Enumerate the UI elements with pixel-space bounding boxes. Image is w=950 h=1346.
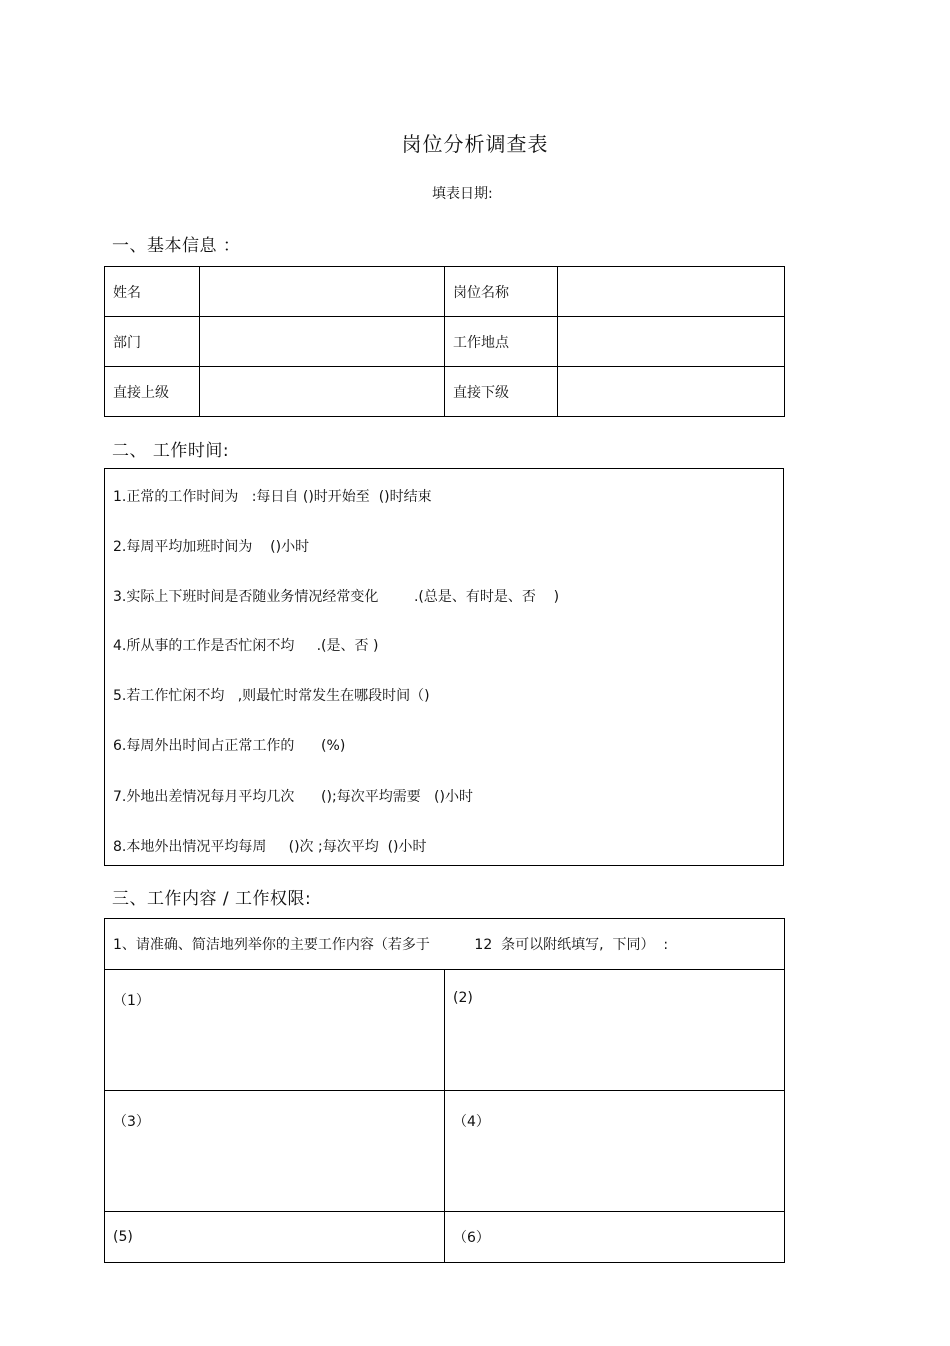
name-value-cell[interactable] (200, 267, 445, 317)
work-content-cell-4[interactable]: （4） (445, 1091, 785, 1212)
basic-info-table (104, 266, 785, 417)
table-row (105, 1212, 785, 1263)
work-content-cell-5[interactable]: (5) (105, 1212, 445, 1263)
work-content-table (104, 918, 785, 1263)
work-content-cell-2[interactable]: (2) (445, 970, 785, 1091)
table-row (105, 367, 785, 417)
table-row (105, 970, 785, 1091)
section-work-time: 二、 工作时间: (112, 441, 230, 461)
subordinate-value-cell[interactable] (558, 367, 785, 417)
work-content-cell-1[interactable]: （1） (105, 970, 445, 1091)
fill-date-label: 填表日期: (432, 186, 493, 202)
work-time-item-6: 6.每周外出时间占正常工作的 (%) (113, 738, 346, 754)
section-work-content: 三、工作内容 / 工作权限: (112, 889, 312, 909)
table-row (105, 267, 785, 317)
table-row (105, 1091, 785, 1212)
table-row (105, 317, 785, 367)
name-label: 姓名 (105, 267, 200, 317)
dept-value-cell[interactable] (200, 317, 445, 367)
table-row (105, 919, 785, 970)
location-label: 工作地点 (445, 317, 558, 367)
work-content-cell-3[interactable]: （3） (105, 1091, 445, 1212)
work-time-box (104, 468, 784, 866)
work-time-item-4: 4.所从事的工作是否忙闲不均 .(是、否 ) (113, 638, 379, 654)
work-time-item-3: 3.实际上下班时间是否随业务情况经常变化 .(总是、有时是、否 ) (113, 589, 560, 605)
work-time-item-7: 7.外地出差情况每月平均几次 ();每次平均需要 ()小时 (113, 789, 473, 805)
work-time-item-8: 8.本地外出情况平均每周 ()次 ;每次平均 ()小时 (113, 839, 427, 855)
section-basic-info: 一、基本信息 ： (112, 236, 241, 256)
work-time-item-5: 5.若工作忙闲不均 ,则最忙时常发生在哪段时间（) (113, 688, 430, 704)
work-content-cell-6[interactable]: （6） (445, 1212, 785, 1263)
work-time-item-2: 2.每周平均加班时间为 ()小时 (113, 539, 310, 555)
position-label: 岗位名称 (445, 267, 558, 317)
work-time-item-1: 1.正常的工作时间为 :每日自 ()时开始至 ()时结束 (113, 489, 432, 505)
work-content-instruction: 1、请准确、简洁地列举你的主要工作内容（若多于 12 条可以附纸填写, 下同） : (105, 919, 785, 970)
subordinate-label: 直接下级 (445, 367, 558, 417)
superior-label: 直接上级 (105, 367, 200, 417)
superior-value-cell[interactable] (200, 367, 445, 417)
page-title: 岗位分析调查表 (401, 132, 549, 156)
position-value-cell[interactable] (558, 267, 785, 317)
dept-label: 部门 (105, 317, 200, 367)
location-value-cell[interactable] (558, 317, 785, 367)
